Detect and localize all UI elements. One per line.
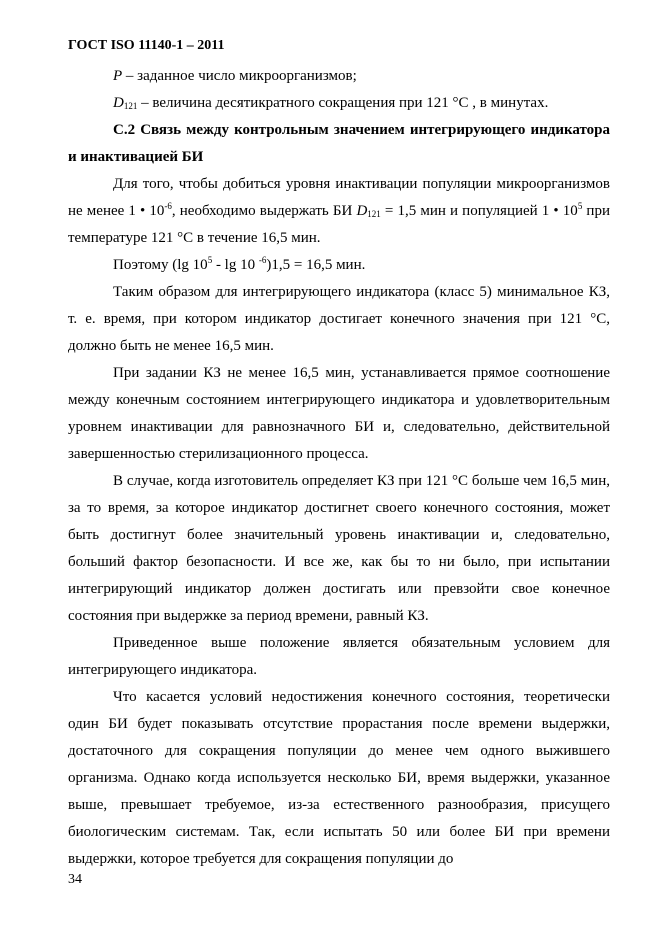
superscript: 5	[577, 201, 583, 211]
page-number: 34	[68, 872, 82, 887]
definition-p	[68, 63, 610, 90]
document-header: ГОСТ ISO 11140-1 – 2011	[68, 38, 225, 53]
symbol-p: P	[113, 68, 123, 84]
paragraph-4: При задании КЗ не менее 16,5 мин, устанавливается прямое соотношение между конечным состоянием интегрирующего индикатора и удовлетворительным уровнем инактивации для равнозначного БИ и, следовательно, действительной завершенностью стерилизационного процесса.	[68, 365, 610, 462]
paragraph-1-part-b: , необходимо выдержать БИ	[171, 203, 357, 219]
paragraph-7: Что касается условий недостижения конечного состояния, теоретически один БИ будет показывать отсутствие прорастания после времени выдержки, достаточного для сокращения популяции до менее чем одного выжившего организма. Однако когда используется несколько БИ, время выдержки, указанное выше, превышает требуемое, из-за естественного разнообразия, присущего биологическим системам. Так, если испытать 50 или более БИ при времени выдержки, которое требуется для сокращения популяции до	[68, 689, 610, 867]
symbol-d: D	[113, 95, 124, 111]
definition-d121-text: – величина десятикратного сокращения при 121 °С , в минутах.	[137, 95, 549, 111]
paragraph-5: В случае, когда изготовитель определяет КЗ при 121 °С больше чем 16,5 мин, за то время, за которое индикатор достигнет своего конечного состояния, может быть достигнут более значительный уровень инактивации и, следовательно, больший фактор безопасности. И все же, как бы то ни было, при испытании интегрирующий индикатор должен достигать или превзойти свое конечное состояния при выдержке за период времени, равный КЗ.	[68, 473, 610, 624]
superscript: -6	[164, 201, 172, 211]
section-heading: С.2 Связь между контрольным значением интегрирующего индикатора и инактивацией БИ	[68, 122, 610, 165]
document-body	[68, 63, 610, 873]
paragraph-1	[68, 171, 610, 252]
definition-d121	[68, 90, 610, 117]
paragraph-1-part-d: при температуре 121 °С в течение 16,5 мин.	[68, 203, 610, 246]
paragraph-2-part-c: )1,5 = 16,5 мин.	[266, 257, 366, 273]
paragraph-2-part-b: - lg 10	[212, 257, 259, 273]
paragraph-2	[68, 252, 610, 279]
superscript: 5	[207, 255, 213, 265]
paragraph-1-part-a: Для того, чтобы добиться уровня инактивации популяции микроорганизмов не менее 1 • 10	[68, 176, 610, 219]
definition-p-text: – заданное число микроорганизмов;	[122, 68, 357, 84]
paragraph-3: Таким образом для интегрирующего индикатора (класс 5) минимальное КЗ, т. е. время, при котором индикатор достигает конечного значения при 121 °С, должно быть не менее 16,5 мин.	[68, 284, 610, 354]
subscript-121: 121	[367, 209, 381, 219]
symbol-d: D	[356, 203, 368, 219]
paragraph-2-part-a: Поэтому (lg 10	[113, 257, 208, 273]
superscript: -6	[258, 255, 267, 265]
paragraph-1-part-c: = 1,5 мин и популяцией 1 • 10	[380, 203, 578, 219]
paragraph-6: Приведенное выше положение является обязательным условием для интегрирующего индикатора.	[68, 635, 610, 678]
subscript-121: 121	[123, 101, 138, 111]
